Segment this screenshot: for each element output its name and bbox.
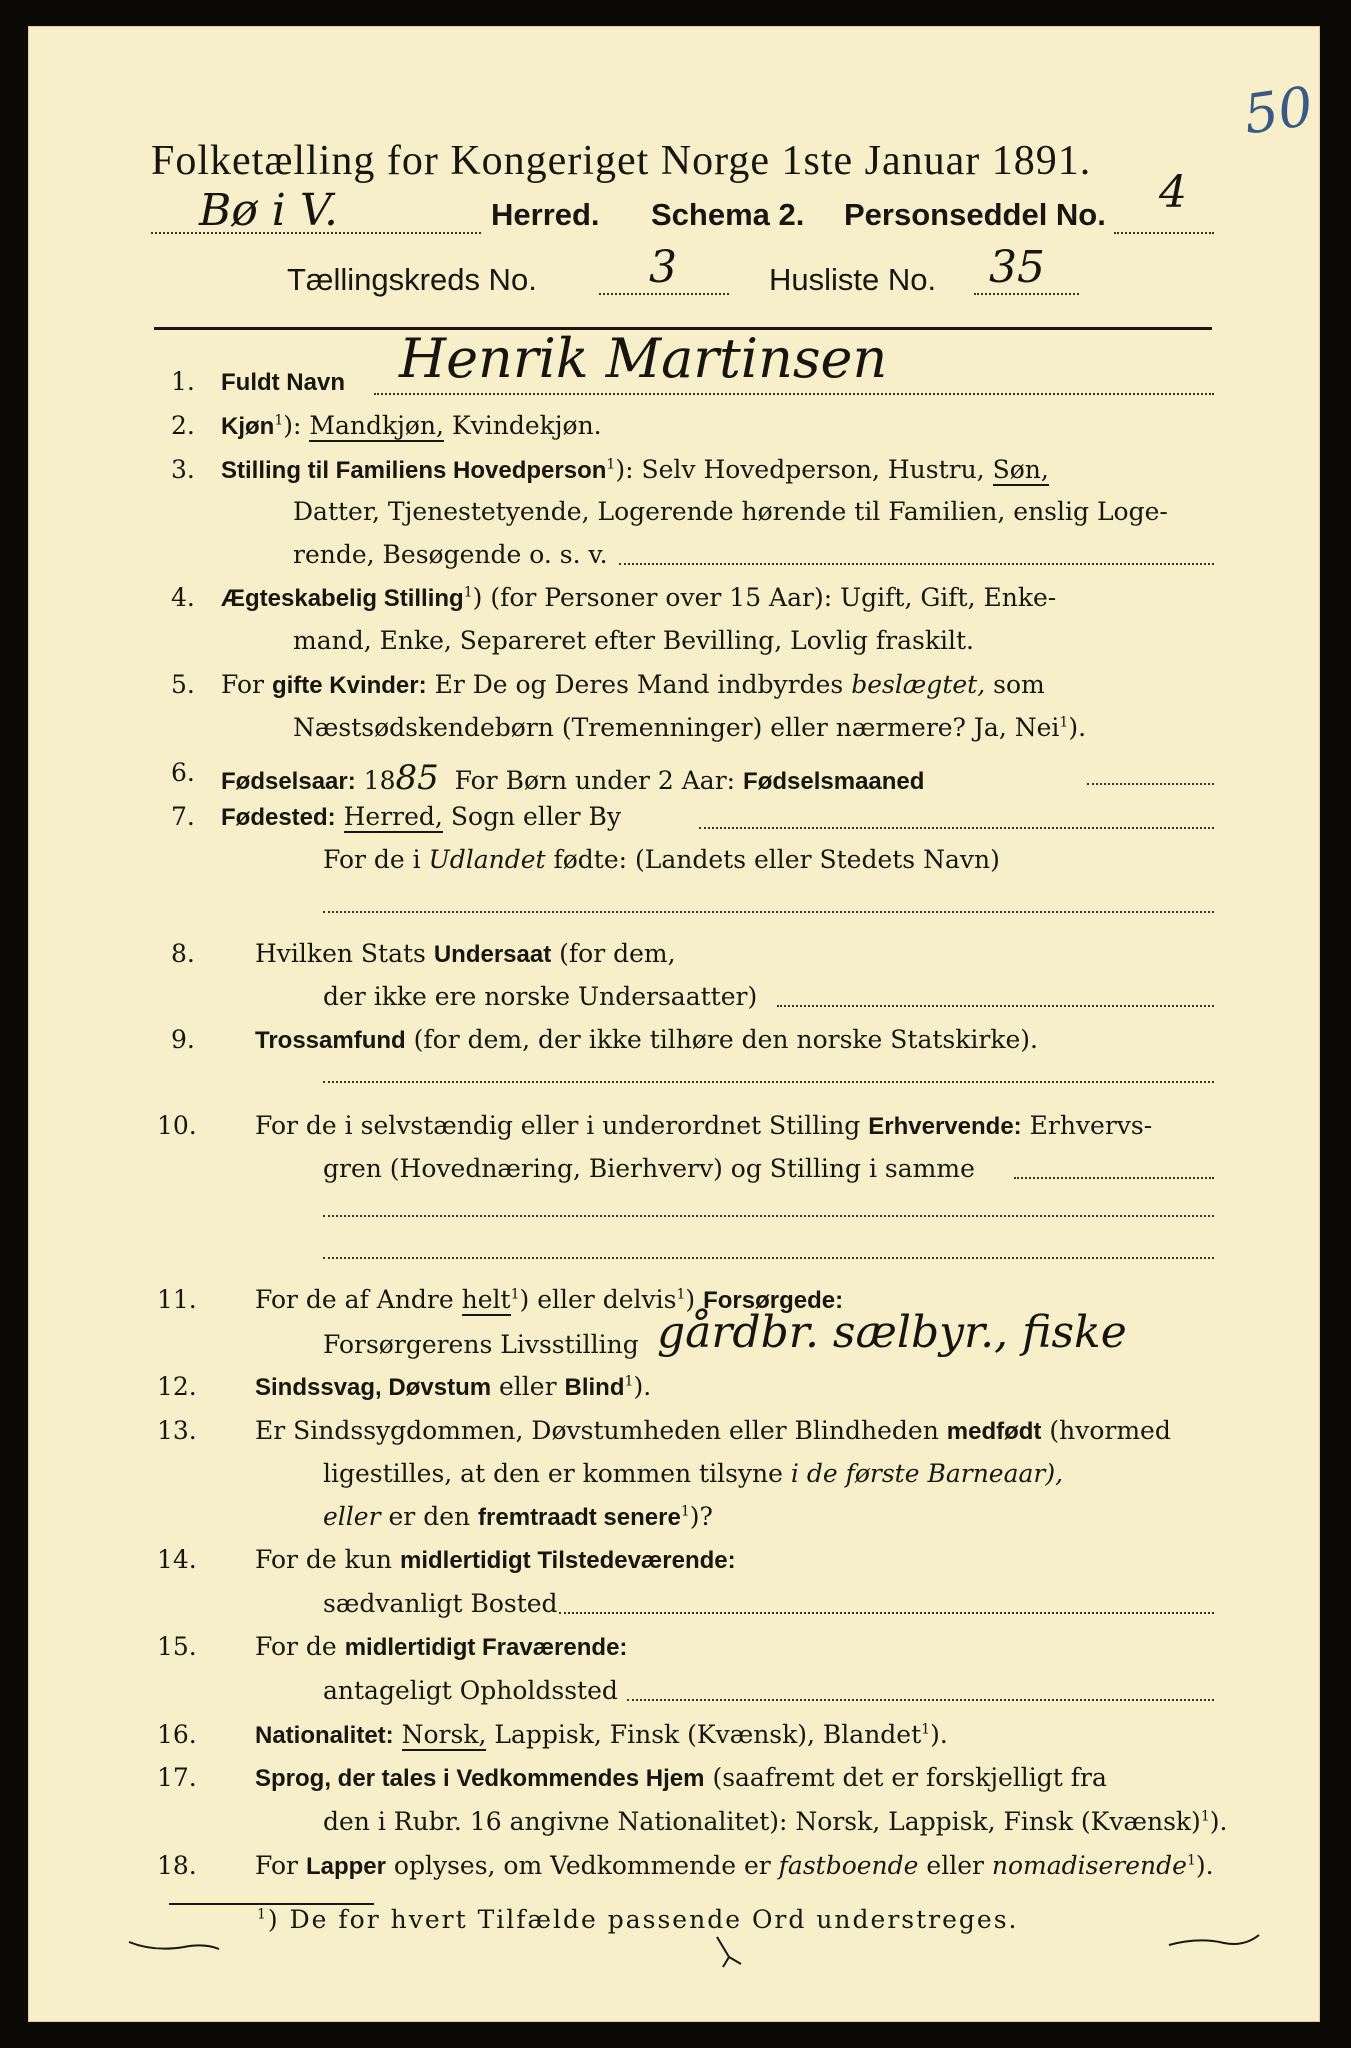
q12-label: Sindssvag, Døvstum <box>255 1374 492 1401</box>
form-title: Folketælling for Kongeriget Norge 1ste Januar 1891. <box>151 138 1092 184</box>
q8-dots <box>777 1005 1214 1007</box>
q10-dots2 <box>323 1215 1214 1217</box>
q14-number: 14. <box>157 1545 197 1574</box>
q3-sup: 1 <box>606 456 616 473</box>
q3-number: 3. <box>171 455 195 484</box>
q5-text1a: Er De og Deres Mand indbyrdes <box>434 670 844 699</box>
kreds-dots <box>599 293 729 295</box>
q8-line2: der ikke ere norske Undersaatter) <box>323 982 758 1011</box>
q7-number: 7. <box>171 802 195 831</box>
footnote-sup: 1 <box>257 1906 268 1923</box>
q4-text1: (for Personer over 15 Aar): Ugift, Gift, Enke- <box>490 583 1057 612</box>
q14-line2: sædvanligt Bosted <box>323 1589 558 1618</box>
q8-number: 8. <box>171 939 195 968</box>
herred-value: Bø i V. <box>199 185 338 236</box>
q2-label: Kjøn <box>221 413 275 440</box>
q3-dots <box>619 563 1214 565</box>
q18-number: 18. <box>157 1851 197 1880</box>
q11-label: Forsørgede: <box>703 1287 844 1314</box>
q11-helt: helt <box>461 1285 511 1314</box>
q13-text3b: er den <box>388 1502 471 1531</box>
q13-line1 <box>255 1416 1171 1446</box>
q10-line2: gren (Hovednæring, Bierhverv) og Stilling i samme <box>323 1154 975 1183</box>
q2-number: 2. <box>171 411 195 440</box>
q5-pre: For <box>221 670 264 699</box>
q15-dots <box>627 1699 1214 1701</box>
q6-label2: Fødselsmaaned <box>743 768 925 795</box>
q18-text4: eller <box>926 1851 984 1880</box>
flourish-left-icon <box>124 1927 224 1957</box>
q11-number: 11. <box>157 1285 197 1314</box>
husliste-dots <box>974 293 1079 295</box>
q7-line1 <box>221 802 621 832</box>
q16-label: Nationalitet: <box>255 1722 394 1749</box>
q10-label: Erhvervende: <box>868 1113 1022 1140</box>
personseddel-dots <box>1114 232 1214 234</box>
q8-label: Undersaat <box>433 941 552 968</box>
q5-label: gifte Kvinder: <box>271 672 427 699</box>
kreds-label: Tællingskreds No. <box>287 262 537 297</box>
q8-text1a: Hvilken Stats <box>255 939 426 968</box>
q13-text1b: (hvormed <box>1049 1416 1171 1445</box>
q18-text1: For <box>255 1851 298 1880</box>
q6-number: 6. <box>171 758 195 787</box>
q1-dots <box>374 393 1214 395</box>
q18-text3: fastboende <box>778 1851 919 1880</box>
q7-line2 <box>323 845 1000 874</box>
q13-text1a: Er Sindssygdommen, Døvstumheden eller Blindheden <box>255 1416 939 1445</box>
q8-line1 <box>255 939 676 969</box>
flourish-center-icon <box>709 1932 749 1972</box>
husliste-value: 35 <box>989 242 1045 293</box>
q10-line1 <box>255 1111 1152 1141</box>
q9-text: (for dem, der ikke tilhøre den norske Statskirke). <box>413 1025 1038 1054</box>
q13-line3: eller er den fremtraadt senere$^1$)? <box>323 1502 713 1531</box>
q11-line2: Forsørgerens Livsstilling <box>323 1330 639 1359</box>
q7-text2b: Udlandet <box>428 845 546 874</box>
q5-line1 <box>221 670 1045 700</box>
q3-line2: Datter, Tjenestetyende, Logerende hørende til Familien, enslig Loge- <box>293 497 1168 526</box>
q16-text: Lappisk, Finsk (Kvænsk), Blandet <box>494 1720 922 1749</box>
q18-text5: nomadiserende <box>991 1851 1187 1880</box>
q4-line1: Ægteskabelig Stilling$^1$) (for Personer over 15 Aar): Ugift, Gift, Enke- <box>221 583 1057 612</box>
husliste-label: Husliste No. <box>769 262 937 297</box>
q7-selected: Herred, <box>343 802 443 831</box>
q3-selected: Søn, <box>992 455 1049 484</box>
q10-dots3 <box>323 1257 1214 1259</box>
q7-text: Sogn eller By <box>450 802 622 831</box>
q13-text3a: eller <box>323 1502 381 1531</box>
q7-text2a: For de i <box>323 845 421 874</box>
q1-answer: Henrik Martinsen <box>399 327 888 390</box>
q16-number: 16. <box>157 1720 197 1749</box>
q17-text2: den i Rubr. 16 angivne Nationalitet): Norsk, Lappisk, Finsk (Kvænsk) <box>323 1807 1201 1836</box>
q5-text2: Næstsødskendebørn (Tremenninger) eller nærmere? Ja, Nei <box>293 713 1060 742</box>
q11-answer: gårdbr. sælbyr., fiske <box>657 1307 1127 1358</box>
q6-dots <box>1087 783 1214 785</box>
q5-number: 5. <box>171 670 195 699</box>
q13-label2: fremtraadt senere <box>478 1504 681 1531</box>
flourish-right-icon <box>1164 1925 1264 1955</box>
q13-line2 <box>323 1459 1063 1488</box>
q2-option-male: Mandkjøn, <box>309 411 444 440</box>
q12-line: Sindssvag, Døvstum eller Blind$^1$). <box>255 1372 652 1401</box>
herred-dots <box>151 232 481 234</box>
q14-dots <box>559 1612 1214 1614</box>
q7-text2c: fødte: (Landets eller Stedets Navn) <box>553 845 1000 874</box>
q1-label: Fuldt Navn <box>221 369 345 396</box>
q7-dots <box>699 827 1214 829</box>
q18-label: Lapper <box>305 1853 386 1880</box>
q12-label2: Blind <box>564 1374 625 1401</box>
q10-number: 10. <box>157 1111 197 1140</box>
q12-number: 12. <box>157 1372 197 1401</box>
q3-label: Stilling til Familiens Hovedperson <box>221 457 607 484</box>
q10-dots1 <box>1014 1177 1214 1179</box>
q9-label: Trossamfund <box>255 1027 406 1054</box>
q17-line1 <box>255 1763 1107 1793</box>
q4-line2: mand, Enke, Separeret efter Bevilling, Lovlig fraskilt. <box>293 626 974 655</box>
q7-dots2 <box>323 911 1214 913</box>
q15-line2: antageligt Opholdssted <box>323 1676 618 1705</box>
q6-answer: 85 <box>395 758 439 798</box>
kreds-value: 3 <box>649 242 677 293</box>
q5-text1c: som <box>993 670 1045 699</box>
q11-line1: For de af Andre helt$^1$) eller delvis$^1$) Forsørgede: <box>255 1285 844 1314</box>
q6-prefix: 18 <box>363 766 396 795</box>
q9-dots <box>323 1081 1214 1083</box>
q2-sup: 1 <box>274 412 284 429</box>
page-number: 50 <box>1239 74 1317 147</box>
personseddel-value: 4 <box>1159 167 1187 218</box>
q17-text1: (saafremt det er forskjelligt fra <box>712 1763 1107 1792</box>
q9-line <box>255 1025 1038 1055</box>
q17-line2: den i Rubr. 16 angivne Nationalitet): Norsk, Lappisk, Finsk (Kvænsk)$^1$). <box>323 1807 1228 1836</box>
q5-line2: Næstsødskendebørn (Tremenninger) eller nærmere? Ja, Nei$^1$). <box>293 713 1087 742</box>
q4-sup: 1 <box>463 584 473 601</box>
q2-option-female: Kvindekjøn. <box>451 411 602 440</box>
q10-text1: For de i selvstændig eller i underordnet Stilling <box>255 1111 861 1140</box>
q3-line3: rende, Besøgende o. s. v. <box>293 540 608 569</box>
schema-label: Schema 2. <box>651 197 805 232</box>
q14-line1 <box>255 1545 736 1575</box>
q11-text1b: eller delvis <box>537 1285 677 1314</box>
q5-text1b: beslægtet, <box>851 670 986 699</box>
q4-number: 4. <box>171 583 195 612</box>
q3-line1: Stilling til Familiens Hovedperson$^1$): Selv Hovedperson, Hustru, Søn, <box>221 455 1049 484</box>
q15-text1a: For de <box>255 1632 337 1661</box>
q12-text: eller <box>499 1372 557 1401</box>
q13-text2a: ligestilles, at den er kommen tilsyne <box>323 1459 783 1488</box>
personseddel-label: Personseddel No. <box>844 197 1106 232</box>
q1-number: 1. <box>171 367 195 396</box>
q7-label: Fødested: <box>221 804 336 831</box>
q17-label: Sprog, der tales i Vedkommendes Hjem <box>255 1765 705 1792</box>
q13-label: medfødt <box>946 1418 1042 1445</box>
q14-text1a: For de kun <box>255 1545 393 1574</box>
q13-text2b: i de første Barneaar), <box>790 1459 1064 1488</box>
q14-label: midlertidigt Tilstedeværende: <box>399 1547 736 1574</box>
q15-line1 <box>255 1632 627 1662</box>
q6-label: Fødselsaar: <box>221 768 356 795</box>
q15-number: 15. <box>157 1632 197 1661</box>
q2-line: Kjøn$^1$): Mandkjøn, Kvindekjøn. <box>221 411 602 440</box>
q3-text1: Selv Hovedperson, Hustru, <box>641 455 985 484</box>
footnote <box>257 1905 1018 1934</box>
q11-text1a: For de af Andre <box>255 1285 454 1314</box>
q9-number: 9. <box>171 1025 195 1054</box>
q6-line <box>221 758 924 798</box>
q15-label: midlertidigt Fraværende: <box>344 1634 628 1661</box>
q17-number: 17. <box>157 1763 197 1792</box>
q18-text2: oplyses, om Vedkommende er <box>393 1851 771 1880</box>
q13-text3c: ? <box>699 1502 713 1531</box>
q10-text1b: Erhvervs- <box>1029 1111 1153 1140</box>
footnote-text: ) De for hvert Tilfælde passende Ord understreges. <box>267 1905 1019 1934</box>
q6-text: For Børn under 2 Aar: <box>454 766 736 795</box>
q8-text1b: (for dem, <box>559 939 676 968</box>
q4-label: Ægteskabelig Stilling <box>221 585 464 612</box>
q13-number: 13. <box>157 1416 197 1445</box>
herred-label: Herred. <box>491 197 600 232</box>
q16-selected: Norsk, <box>401 1720 487 1749</box>
census-form <box>28 26 1320 2022</box>
q18-line: For Lapper oplyses, om Vedkommende er fastboende eller nomadiserende$^1$). <box>255 1851 1214 1880</box>
q16-line: Nationalitet: Norsk, Lappisk, Finsk (Kvænsk), Blandet$^1$). <box>255 1720 948 1749</box>
